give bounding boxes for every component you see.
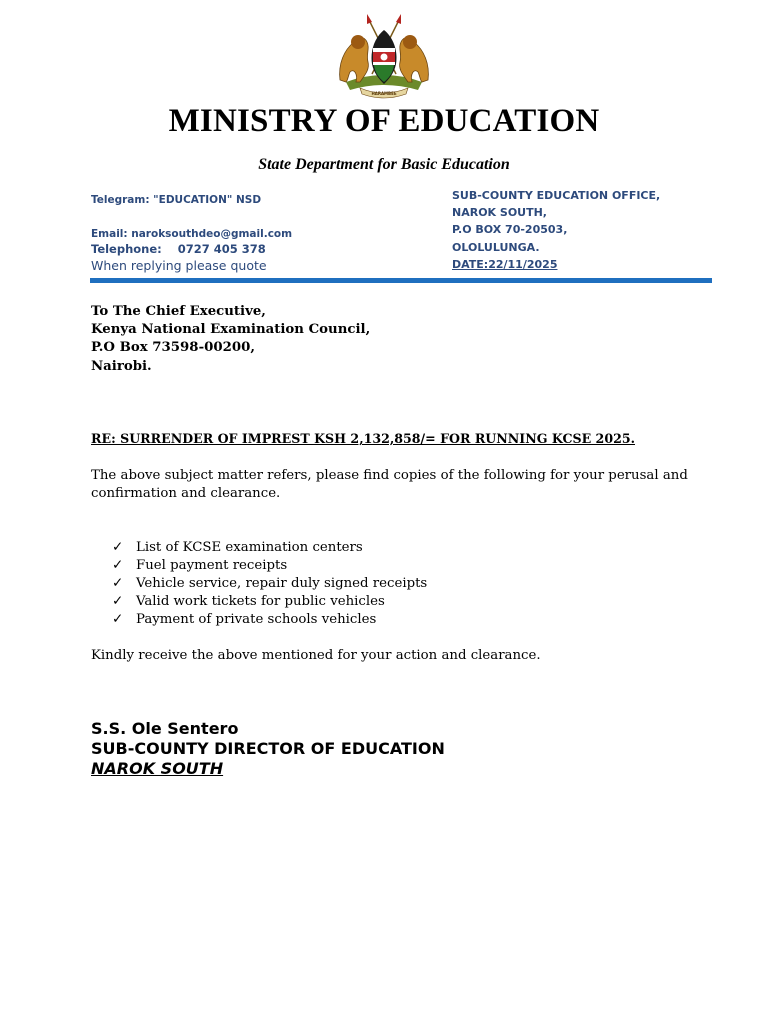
list-item-text: List of KCSE examination centers	[136, 540, 363, 555]
office-address	[452, 187, 660, 273]
signatory-location: NAROK SOUTH	[91, 759, 224, 778]
checkmark-icon: ✓	[112, 558, 124, 573]
list-item	[112, 611, 427, 629]
telephone-line	[91, 242, 266, 256]
recipient-line: P.O Box 73598-00200,	[91, 340, 255, 356]
address-line: NAROK SOUTH,	[452, 206, 547, 220]
telephone-label: Telephone:	[91, 242, 162, 256]
recipient-line: Nairobi.	[91, 358, 152, 374]
list-item-text: Payment of private schools vehicles	[136, 612, 377, 627]
recipient-address	[91, 303, 370, 376]
telephone-number: 0727 405 378	[177, 242, 266, 256]
address-line: SUB-COUNTY EDUCATION OFFICE,	[452, 189, 661, 202]
coat-of-arms-icon	[334, 12, 434, 100]
list-item-text: Fuel payment receipts	[136, 558, 288, 573]
intro-paragraph: The above subject matter refers, please find copies of the following for your perusal and confirmation and clearance.	[91, 468, 688, 501]
coat-of-arms-emblem	[334, 12, 434, 100]
letter-date: DATE:22/11/2025	[452, 257, 558, 271]
crest-motto: HARAMBEE	[371, 91, 397, 96]
enclosure-list	[112, 539, 427, 629]
list-item-text: Vehicle service, repair duly signed receipts	[136, 576, 428, 591]
ministry-title: MINISTRY OF EDUCATION	[168, 103, 600, 139]
subject-line: RE: SURRENDER OF IMPREST KSH 2,132,858/= FOR RUNNING KCSE 2025.	[91, 431, 635, 446]
signatory-name: S.S. Ole Sentero	[91, 719, 239, 738]
checkmark-icon: ✓	[112, 612, 124, 627]
header-divider	[90, 278, 712, 283]
address-line: P.O BOX 70-20503,	[452, 223, 568, 237]
signatory-title: SUB-COUNTY DIRECTOR OF EDUCATION	[91, 739, 445, 758]
recipient-line: To The Chief Executive,	[91, 304, 266, 319]
list-item	[112, 557, 427, 575]
list-item	[112, 593, 427, 611]
checkmark-icon: ✓	[112, 594, 124, 609]
department-subtitle: State Department for Basic Education	[258, 156, 510, 173]
checkmark-icon: ✓	[112, 540, 124, 555]
closing-paragraph: Kindly receive the above mentioned for your action and clearance.	[91, 648, 541, 663]
email-line: Email: naroksouthdeo@gmail.com	[91, 228, 293, 240]
address-line: OLOLULUNGA.	[452, 240, 540, 254]
checkmark-icon: ✓	[112, 576, 124, 591]
recipient-line: Kenya National Examination Council,	[91, 322, 371, 338]
telegram-line: Telegram: "EDUCATION" NSD	[91, 194, 262, 206]
reply-note: When replying please quote	[91, 258, 267, 273]
list-item	[112, 539, 427, 557]
list-item	[112, 575, 427, 593]
list-item-text: Valid work tickets for public vehicles	[136, 594, 385, 609]
